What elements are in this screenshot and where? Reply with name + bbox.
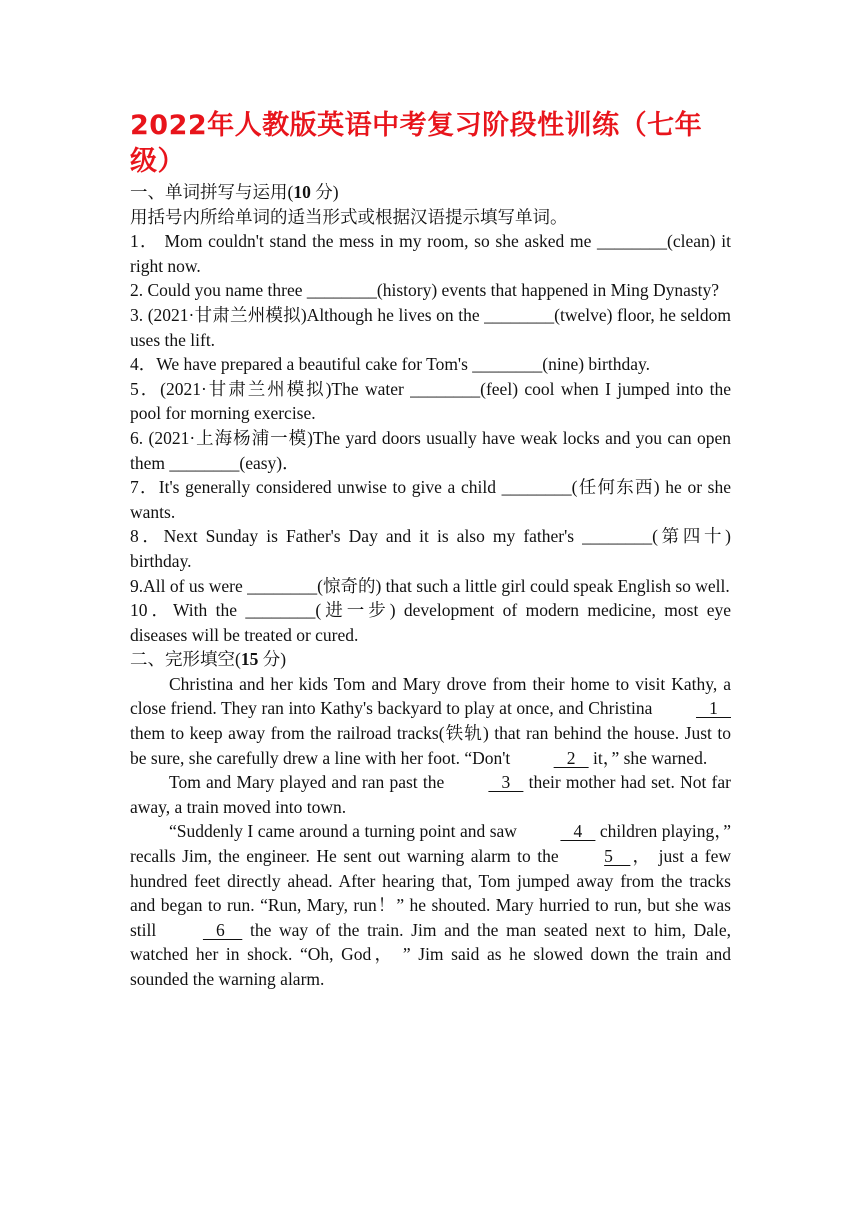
question-item: 3. (2021·甘肃兰州模拟)Although he lives on the ________(twelve) floor, he seldom uses the lift.: [130, 304, 731, 350]
question-item: 5．(2021·甘肃兰州模拟)The water ________(feel) cool when I jumped into the pool for morning exercise.: [130, 378, 731, 424]
question-item: 4．We have prepared a beautiful cake for Tom's ________(nine) birthday.: [130, 354, 650, 375]
question-item: 7．It's generally considered unwise to give a child ________(任何东西) he or she wants.: [130, 477, 731, 522]
question-item: 9.All of us were ________(惊奇的) that such a little girl could speak English so well.: [130, 575, 730, 596]
cloze-blank-1: 1: [696, 698, 731, 719]
question-item: 10．With the ________(进一步) development of modern medicine, most eye diseases will be treated or cured.: [130, 600, 731, 645]
question-item: 8．Next Sunday is Father's Day and it is also my father's ________(第四十) birthday.: [130, 526, 731, 571]
document-page: [130, 108, 731, 992]
section-heading-spelling: 一、单词拼写与运用(10 分): [130, 182, 339, 202]
question-item: 2. Could you name three ________(history) events that happened in Ming Dynasty?: [130, 280, 720, 301]
cloze-paragraph-3: “Suddenly I came around a turning point and saw 4 children playing，” recalls Jim, the engineer. He sent out warning alarm to the 5 ， just a few hundred feet directly ahead. After hearing that, Tom jumped away from the tracks and began to run. “Run, Mary, run！” he shouted. Mary hurried to run, but she was still 6 the way of the train. Jim and the man seated next to him, Dale, watched her in shock. “Oh, God， ” Jim said as he slowed down the train and sounded the warning alarm.: [130, 821, 731, 989]
section-instruction: 用括号内所给单词的适当形式或根据汉语提示填写单词。: [130, 206, 568, 227]
cloze-blank-4: 4: [560, 821, 596, 842]
question-item: 1． Mom couldn't stand the mess in my room, so she asked me ________(clean) it right now.: [130, 231, 731, 276]
cloze-paragraph-2: Tom and Mary played and ran past the 3 their mother had set. Not far away, a train moved into town.: [130, 772, 731, 817]
document-title: 2022年人教版英语中考复习阶段性训练（七年级）: [130, 110, 703, 177]
cloze-blank-2: 2: [553, 747, 589, 768]
cloze-blank-5: 5: [604, 846, 631, 867]
cloze-paragraph-1: Christina and her kids Tom and Mary drove from their home to visit Kathy, a close friend. They ran into Kathy's backyard to play at once, and Christina 1 them to keep away from the railroad tracks(铁轨) that ran behind the house. Just to be sure, she carefully drew a line with her foot. “Don't 2 it，” she warned.: [130, 672, 731, 770]
question-item: 6. (2021·上海杨浦一模)The yard doors usually have weak locks and you can open them ________(easy)．: [130, 427, 731, 473]
cloze-blank-3: 3: [488, 772, 524, 793]
section-heading-cloze: 二、完形填空(15 分): [130, 649, 287, 670]
cloze-blank-6: 6: [202, 919, 243, 940]
